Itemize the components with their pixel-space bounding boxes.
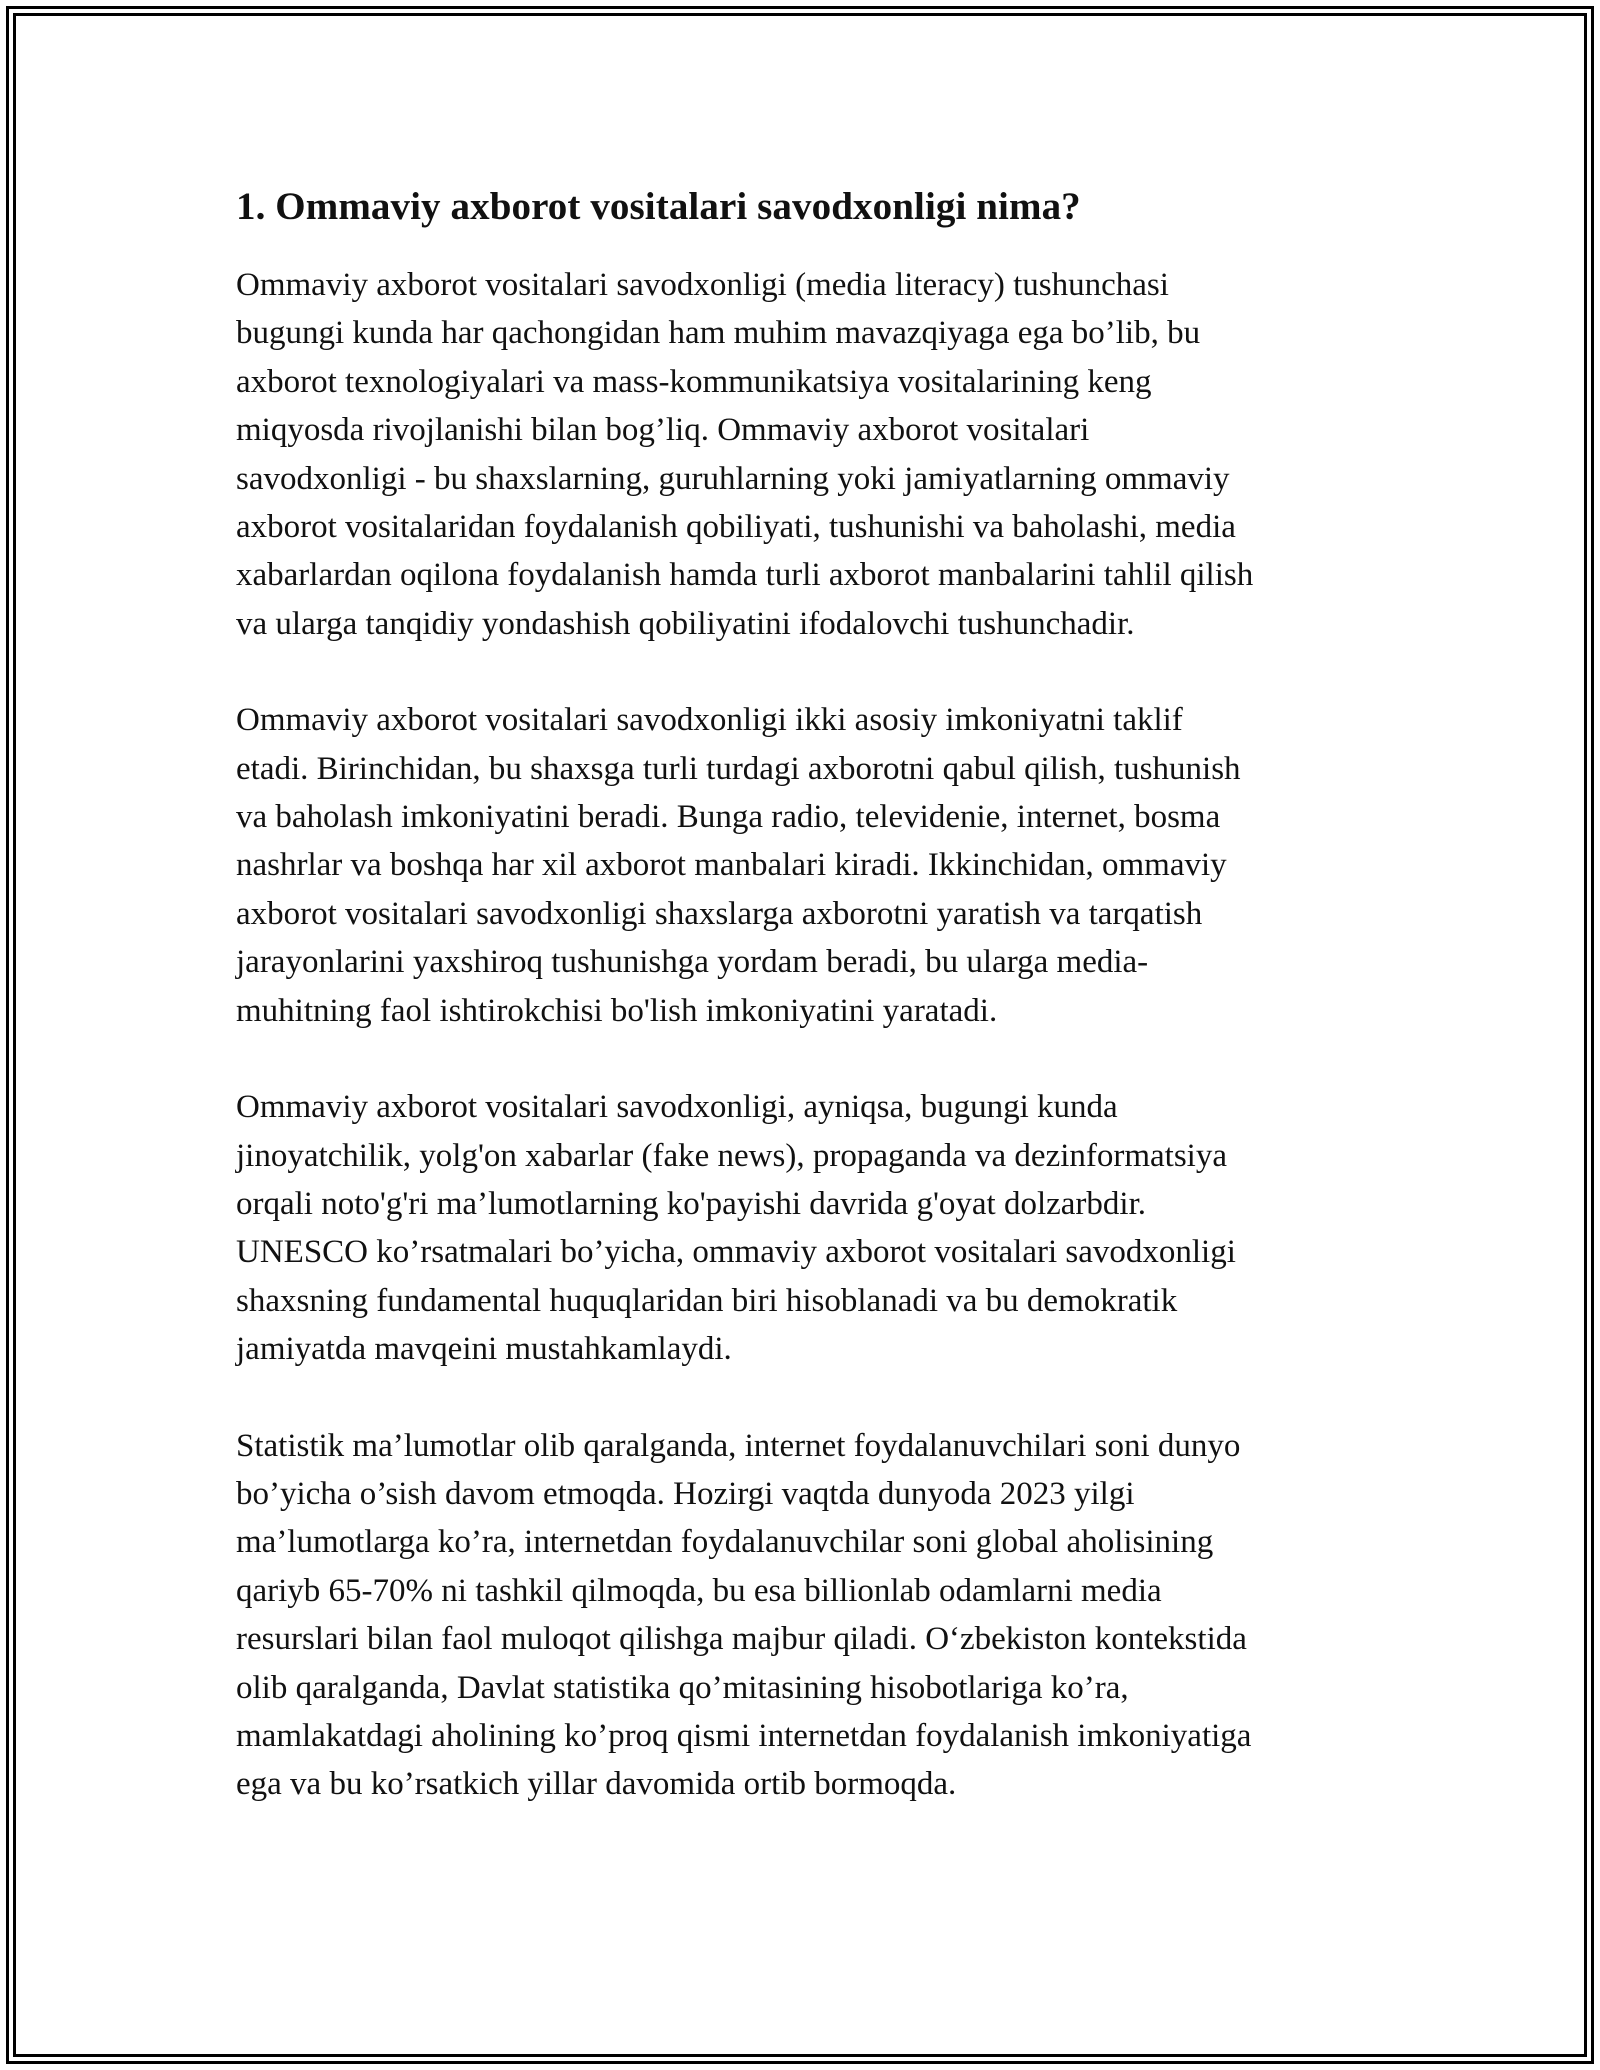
text-line: jamiyatda mavqeini mustahkamlaydi.: [236, 1331, 732, 1368]
text-line: axborot texnologiyalari va mass-kommunikatsiya vositalarining keng: [236, 363, 1152, 400]
text-line: xabarlardan oqilona foydalanish hamda turli axborot manbalarini tahlil qilish: [236, 557, 1254, 594]
text-line: orqali noto'g'ri ma’lumotlarning ko'payishi davrida g'oyat dolzarbdir.: [236, 1185, 1146, 1222]
text-line: jinoyatchilik, yolg'on xabarlar (fake news), propaganda va dezinformatsiya: [236, 1137, 1227, 1174]
text-line: shaxsning fundamental huquqlaridan biri hisoblanadi va bu demokratik: [236, 1282, 1178, 1319]
section-heading: 1. Ommaviy axborot vositalari savodxonligi nima?: [236, 185, 1081, 228]
text-line: va baholash imkoniyatini beradi. Bunga radio, televidenie, internet, bosma: [236, 799, 1221, 836]
text-line: ega va bu ko’rsatkich yillar davomida ortib bormoqda.: [236, 1766, 957, 1803]
text-line: Ommaviy axborot vositalari savodxonligi ikki asosiy imkoniyatni taklif: [236, 702, 1183, 739]
text-line: nashrlar va boshqa har xil axborot manbalari kiradi. Ikkinchidan, ommaviy: [236, 847, 1227, 884]
text-line: ma’lumotlarga ko’ra, internetdan foydalanuvchilar soni global aholisining: [236, 1524, 1214, 1561]
text-line: axborot vositalaridan foydalanish qobiliyati, tushunishi va baholashi, media: [236, 509, 1236, 546]
text-line: va ularga tanqidiy yondashish qobiliyatini ifodalovchi tushunchadir.: [236, 605, 1135, 642]
text-line: Ommaviy axborot vositalari savodxonligi, ayniqsa, bugungi kunda: [236, 1089, 1118, 1126]
document-body: [236, 183, 1386, 1857]
text-line: Ommaviy axborot vositalari savodxonligi (media literacy) tushunchasi: [236, 267, 1169, 303]
text-line: jarayonlarini yaxshiroq tushunishga yordam beradi, bu ularga media-: [236, 944, 1149, 981]
paragraph-opportunities: [236, 696, 1386, 1035]
text-line: axborot vositalari savodxonligi shaxslarga axborotni yaratish va tarqatish: [236, 895, 1203, 932]
text-line: muhitning faol ishtirokchisi bo'lish imkoniyatini yaratadi.: [236, 992, 998, 1029]
paragraph-statistics: [236, 1422, 1386, 1809]
text-line: UNESCO ko’rsatmalari bo’yicha, ommaviy axborot vositalari savodxonligi: [236, 1234, 1236, 1271]
text-line: mamlakatdagi aholining ko’proq qismi internetdan foydalanish imkoniyatiga: [236, 1717, 1252, 1754]
text-line: resurslari bilan faol muloqot qilishga majbur qiladi. O‘zbekiston kontekstida: [236, 1621, 1247, 1658]
text-line: etadi. Birinchidan, bu shaxsga turli turdagi axborotni qabul qilish, tushunish: [236, 750, 1241, 787]
text-line: bugungi kunda har qachongidan ham muhim mavazqiyaga ega bo’lib, bu: [236, 315, 1201, 352]
text-line: olib qaralganda, Davlat statistika qo’mitasining hisobotlariga ko’ra,: [236, 1669, 1129, 1706]
paragraph-relevance: [236, 1083, 1386, 1373]
text-line: bo’yicha o’sish davom etmoqda. Hozirgi vaqtda dunyoda 2023 yilgi: [236, 1475, 1135, 1512]
text-line: savodxonligi - bu shaxslarning, guruhlarning yoki jamiyatlarning ommaviy: [236, 460, 1230, 497]
paragraph-definition: [236, 261, 1386, 648]
text-line: miqyosda rivojlanishi bilan bog’liq. Ommaviy axborot vositalari: [236, 412, 1090, 449]
text-line: Statistik ma’lumotlar olib qaralganda, internet foydalanuvchilari soni dunyo: [236, 1427, 1241, 1464]
text-line: qariyb 65-70% ni tashkil qilmoqda, bu esa billionlab odamlarni media: [236, 1572, 1162, 1609]
